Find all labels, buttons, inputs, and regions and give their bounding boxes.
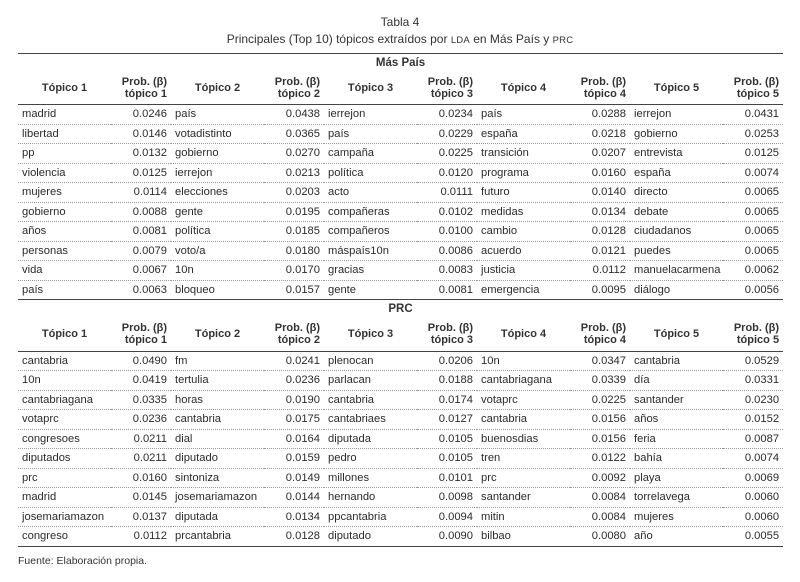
probability-cell: 0.0092 xyxy=(570,468,630,488)
probability-cell: 0.0419 xyxy=(111,371,171,391)
probability-cell: 0.0069 xyxy=(723,468,783,488)
term-cell: debate xyxy=(630,202,723,222)
header-topic-5: Tópico 5 xyxy=(630,72,723,105)
term-cell: directo xyxy=(630,183,723,203)
probability-cell: 0.0236 xyxy=(111,410,171,430)
table-row xyxy=(18,410,783,430)
term-cell: parlacan xyxy=(324,371,417,391)
term-cell: voto/a xyxy=(171,241,264,261)
header-prob-3: Prob. (β) tópico 3 xyxy=(417,318,477,351)
probability-cell: 0.0288 xyxy=(570,105,630,125)
term-cell: madrid xyxy=(18,488,111,508)
probability-cell: 0.0146 xyxy=(111,124,171,144)
header-prob-2: Prob. (β) tópico 2 xyxy=(264,318,324,351)
probability-cell: 0.0056 xyxy=(723,280,783,300)
term-cell: ierrejon xyxy=(630,105,723,125)
term-cell: tertulia xyxy=(171,371,264,391)
term-cell: playa xyxy=(630,468,723,488)
probability-cell: 0.0055 xyxy=(744,530,780,543)
table-row xyxy=(18,449,783,469)
probability-cell: 0.0253 xyxy=(723,124,783,144)
probability-cell: 0.0083 xyxy=(417,261,477,281)
term-cell: compañeros xyxy=(324,222,417,242)
table-row xyxy=(18,124,783,144)
probability-cell: 0.0105 xyxy=(417,449,477,469)
term-cell: ierrejon xyxy=(324,105,417,125)
probability-cell: 0.0120 xyxy=(417,163,477,183)
probability-cell: 0.0225 xyxy=(417,144,477,164)
term-cell: madrid xyxy=(18,105,111,125)
term-cell: justicia xyxy=(477,261,570,281)
term-cell: congreso xyxy=(22,530,69,543)
probability-cell: 0.0095 xyxy=(570,280,630,300)
term-cell: país xyxy=(324,124,417,144)
probability-cell: 0.0174 xyxy=(417,390,477,410)
term-cell: elecciones xyxy=(171,183,264,203)
term-cell: diputado xyxy=(328,530,371,543)
term-cell: ierrejon xyxy=(171,163,264,183)
table-row xyxy=(18,202,783,222)
term-cell: cantabria xyxy=(18,351,111,371)
probability-cell: 0.0156 xyxy=(570,410,630,430)
term-cell: emergencia xyxy=(477,280,570,300)
probability-cell: 0.0102 xyxy=(417,202,477,222)
term-cell: cambio xyxy=(477,222,570,242)
probability-cell: 0.0060 xyxy=(723,507,783,527)
probability-cell: 0.0062 xyxy=(723,261,783,281)
probability-cell: 0.0211 xyxy=(111,429,171,449)
term-cell: futuro xyxy=(477,183,570,203)
term-cell: gente xyxy=(324,280,417,300)
probability-cell: 0.0185 xyxy=(264,222,324,242)
term-cell: gobierno xyxy=(171,144,264,164)
term-cell: prc xyxy=(18,468,111,488)
term-cell: buenosdias xyxy=(477,429,570,449)
term-cell: 10n xyxy=(477,351,570,371)
term-cell: gobierno xyxy=(630,124,723,144)
term-cell: votadistinto xyxy=(171,124,264,144)
term-cell: congresoes xyxy=(18,429,111,449)
term-cell: mujeres xyxy=(630,507,723,527)
term-cell: gobierno xyxy=(18,202,111,222)
probability-cell: 0.0180 xyxy=(264,241,324,261)
table-row xyxy=(18,371,783,391)
probability-cell: 0.0074 xyxy=(723,449,783,469)
probability-cell: 0.0241 xyxy=(264,351,324,371)
probability-cell: 0.0206 xyxy=(417,351,477,371)
probability-cell: 0.0086 xyxy=(417,241,477,261)
prc-rows xyxy=(18,351,783,546)
probability-cell: 0.0529 xyxy=(723,351,783,371)
probability-cell: 0.0080 xyxy=(591,530,626,543)
table-row xyxy=(18,488,783,508)
table-row xyxy=(18,390,783,410)
probability-cell: 0.0156 xyxy=(570,429,630,449)
term-cell: hernando xyxy=(324,488,417,508)
term-cell: pp xyxy=(18,144,111,164)
probability-cell: 0.0211 xyxy=(111,449,171,469)
probability-cell: 0.0347 xyxy=(570,351,630,371)
term-cell: millones xyxy=(324,468,417,488)
source-note: Fuente: Elaboración propia. xyxy=(18,554,147,567)
term-cell: política xyxy=(171,222,264,242)
mas-pais-table xyxy=(18,53,783,300)
probability-cell: 0.0114 xyxy=(111,183,171,203)
probability-cell: 0.0137 xyxy=(111,507,171,527)
probability-cell: 0.0125 xyxy=(723,144,783,164)
term-cell: feria xyxy=(630,429,723,449)
term-cell: día xyxy=(630,371,723,391)
term-cell: diputado xyxy=(171,449,264,469)
probability-cell: 0.0065 xyxy=(723,241,783,261)
header-topic-2: Tópico 2 xyxy=(171,72,264,105)
header-topic-3: Tópico 3 xyxy=(324,72,417,105)
term-cell: política xyxy=(324,163,417,183)
term-cell: ppcantabria xyxy=(324,507,417,527)
term-cell: josemariamazon xyxy=(171,488,264,508)
header-prob-3: Prob. (β) tópico 3 xyxy=(417,72,477,105)
term-cell: gracias xyxy=(324,261,417,281)
term-cell: 10n xyxy=(171,261,264,281)
probability-cell: 0.0230 xyxy=(723,390,783,410)
term-cell: horas xyxy=(171,390,264,410)
probability-cell: 0.0060 xyxy=(723,488,783,508)
probability-cell: 0.0122 xyxy=(570,449,630,469)
header-topic-5: Tópico 5 xyxy=(630,318,723,351)
term-cell: personas xyxy=(18,241,111,261)
probability-cell: 0.0236 xyxy=(264,371,324,391)
probability-cell: 0.0229 xyxy=(417,124,477,144)
probability-cell: 0.0065 xyxy=(723,183,783,203)
term-cell: cantabria xyxy=(477,410,570,430)
term-cell: diputada xyxy=(171,507,264,527)
term-cell: entrevista xyxy=(630,144,723,164)
section-title-mas-pais: Más País xyxy=(375,56,426,69)
term-cell: españa xyxy=(477,124,570,144)
probability-cell: 0.0065 xyxy=(723,222,783,242)
term-cell: cantabriagana xyxy=(477,371,570,391)
probability-cell: 0.0188 xyxy=(417,371,477,391)
probability-cell: 0.0213 xyxy=(264,163,324,183)
term-cell: votaprc xyxy=(477,390,570,410)
probability-cell: 0.0084 xyxy=(570,507,630,527)
probability-cell: 0.0105 xyxy=(417,429,477,449)
term-cell: compañeras xyxy=(324,202,417,222)
probability-cell: 0.0218 xyxy=(570,124,630,144)
probability-cell: 0.0079 xyxy=(111,241,171,261)
term-cell: campaña xyxy=(324,144,417,164)
header-prob-4: Prob. (β) tópico 4 xyxy=(570,318,630,351)
term-cell: máspaís10n xyxy=(324,241,417,261)
probability-cell: 0.0111 xyxy=(417,183,477,203)
probability-cell: 0.0246 xyxy=(111,105,171,125)
probability-cell: 0.0431 xyxy=(723,105,783,125)
title-prc: PRC xyxy=(552,35,574,46)
section-title-prc: PRC xyxy=(388,303,413,315)
probability-cell: 0.0081 xyxy=(417,280,477,300)
probability-cell: 0.0101 xyxy=(417,468,477,488)
table-row xyxy=(18,280,783,300)
header-topic-3: Tópico 3 xyxy=(324,318,417,351)
term-cell: vida xyxy=(18,261,111,281)
table-row xyxy=(18,429,783,449)
probability-cell: 0.0234 xyxy=(417,105,477,125)
mas-pais-rows xyxy=(18,105,783,300)
term-cell: manuelacarmena xyxy=(630,261,723,281)
term-cell: santander xyxy=(477,488,570,508)
probability-cell: 0.0207 xyxy=(570,144,630,164)
header-topic-2: Tópico 2 xyxy=(171,318,264,351)
term-cell: gente xyxy=(171,202,264,222)
probability-cell: 0.0134 xyxy=(264,507,324,527)
term-cell: cantabria xyxy=(630,351,723,371)
probability-cell: 0.0270 xyxy=(264,144,324,164)
probability-cell: 0.0067 xyxy=(111,261,171,281)
probability-cell: 0.0339 xyxy=(570,371,630,391)
probability-cell: 0.0152 xyxy=(723,410,783,430)
term-cell: acto xyxy=(324,183,417,203)
probability-cell: 0.0365 xyxy=(264,124,324,144)
probability-cell: 0.0195 xyxy=(264,202,324,222)
term-cell: violencia xyxy=(18,163,111,183)
term-cell: santander xyxy=(630,390,723,410)
probability-cell: 0.0088 xyxy=(111,202,171,222)
term-cell: pedro xyxy=(324,449,417,469)
term-cell: prcantabria xyxy=(175,530,231,543)
term-cell: años xyxy=(18,222,111,242)
header-prob-5: Prob. (β) tópico 5 xyxy=(723,318,783,351)
header-prob-2: Prob. (β) tópico 2 xyxy=(264,72,324,105)
term-cell: cantabriaes xyxy=(324,410,417,430)
term-cell: bilbao xyxy=(481,530,511,543)
term-cell: bloqueo xyxy=(171,280,264,300)
table-row xyxy=(18,261,783,281)
header-row xyxy=(18,318,783,351)
table-row xyxy=(18,241,783,261)
probability-cell: 0.0084 xyxy=(570,488,630,508)
term-cell: cantabria xyxy=(171,410,264,430)
term-cell: cantabriagana xyxy=(18,390,111,410)
title-text-2: en Más País y xyxy=(469,32,553,46)
probability-cell: 0.0100 xyxy=(417,222,477,242)
term-cell: 10n xyxy=(18,371,111,391)
probability-cell: 0.0063 xyxy=(111,280,171,300)
probability-cell: 0.0335 xyxy=(111,390,171,410)
table-row xyxy=(18,183,783,203)
probability-cell: 0.0160 xyxy=(111,468,171,488)
probability-cell: 0.0490 xyxy=(111,351,171,371)
probability-cell: 0.0112 xyxy=(133,530,167,543)
term-cell: torrelavega xyxy=(630,488,723,508)
probability-cell: 0.0175 xyxy=(264,410,324,430)
probability-cell: 0.0203 xyxy=(264,183,324,203)
term-cell: año xyxy=(634,530,653,543)
header-row xyxy=(18,72,783,105)
term-cell: fm xyxy=(171,351,264,371)
term-cell: tren xyxy=(477,449,570,469)
probability-cell: 0.0225 xyxy=(570,390,630,410)
probability-cell: 0.0140 xyxy=(570,183,630,203)
title-lda: LDA xyxy=(450,35,470,46)
term-cell: españa xyxy=(630,163,723,183)
probability-cell: 0.0132 xyxy=(111,144,171,164)
table-row xyxy=(18,144,783,164)
term-cell: libertad xyxy=(18,124,111,144)
term-cell: mujeres xyxy=(18,183,111,203)
probability-cell: 0.0160 xyxy=(570,163,630,183)
table-row xyxy=(18,468,783,488)
probability-cell: 0.0112 xyxy=(570,261,630,281)
term-cell: josemariamazon xyxy=(18,507,111,527)
header-prob-1: Prob. (β) tópico 1 xyxy=(111,72,171,105)
probability-cell: 0.0128 xyxy=(570,222,630,242)
term-cell: país xyxy=(18,280,111,300)
header-topic-4: Tópico 4 xyxy=(477,72,570,105)
term-cell: diputados xyxy=(18,449,111,469)
title-text-1: Principales (Top 10) tópicos extraídos por xyxy=(226,32,451,46)
probability-cell: 0.0125 xyxy=(111,163,171,183)
probability-cell: 0.0134 xyxy=(570,202,630,222)
header-topic-1: Tópico 1 xyxy=(18,318,111,351)
term-cell: dial xyxy=(171,429,264,449)
probability-cell: 0.0128 xyxy=(285,530,320,543)
table-row xyxy=(18,163,783,183)
term-cell: país xyxy=(171,105,264,125)
term-cell: votaprc xyxy=(18,410,111,430)
term-cell: años xyxy=(630,410,723,430)
term-cell: sintoniza xyxy=(171,468,264,488)
probability-cell: 0.0065 xyxy=(723,202,783,222)
probability-cell: 0.0438 xyxy=(264,105,324,125)
header-prob-5: Prob. (β) tópico 5 xyxy=(723,72,783,105)
probability-cell: 0.0127 xyxy=(417,410,477,430)
term-cell: bahía xyxy=(630,449,723,469)
probability-cell: 0.0087 xyxy=(723,429,783,449)
term-cell: prc xyxy=(477,468,570,488)
probability-cell: 0.0145 xyxy=(111,488,171,508)
term-cell: transición xyxy=(477,144,570,164)
term-cell: ciudadanos xyxy=(630,222,723,242)
probability-cell: 0.0090 xyxy=(438,530,473,543)
term-cell: diputada xyxy=(324,429,417,449)
probability-cell: 0.0190 xyxy=(264,390,324,410)
term-cell: acuerdo xyxy=(477,241,570,261)
table-row xyxy=(18,527,783,547)
table-row xyxy=(18,351,783,371)
table-title xyxy=(18,31,782,49)
header-topic-1: Tópico 1 xyxy=(18,72,111,105)
probability-cell: 0.0081 xyxy=(111,222,171,242)
prc-table xyxy=(18,300,783,547)
table-number: Tabla 4 xyxy=(380,15,420,29)
term-cell: cantabria xyxy=(324,390,417,410)
term-cell: programa xyxy=(477,163,570,183)
term-cell: país xyxy=(477,105,570,125)
probability-cell: 0.0094 xyxy=(417,507,477,527)
table-row xyxy=(18,222,783,242)
probability-cell: 0.0170 xyxy=(264,261,324,281)
header-topic-4: Tópico 4 xyxy=(477,318,570,351)
term-cell: diálogo xyxy=(630,280,723,300)
probability-cell: 0.0164 xyxy=(264,429,324,449)
probability-cell: 0.0098 xyxy=(417,488,477,508)
probability-cell: 0.0144 xyxy=(264,488,324,508)
probability-cell: 0.0157 xyxy=(264,280,324,300)
table-row xyxy=(18,105,783,125)
table-caption xyxy=(18,14,782,49)
probability-cell: 0.0074 xyxy=(723,163,783,183)
term-cell: plenocan xyxy=(324,351,417,371)
term-cell: puedes xyxy=(630,241,723,261)
header-prob-1: Prob. (β) tópico 1 xyxy=(111,318,171,351)
term-cell: medidas xyxy=(477,202,570,222)
probability-cell: 0.0159 xyxy=(264,449,324,469)
probability-cell: 0.0331 xyxy=(723,371,783,391)
header-prob-4: Prob. (β) tópico 4 xyxy=(570,72,630,105)
probability-cell: 0.0121 xyxy=(570,241,630,261)
probability-cell: 0.0149 xyxy=(264,468,324,488)
term-cell: mitin xyxy=(477,507,570,527)
table-row xyxy=(18,507,783,527)
